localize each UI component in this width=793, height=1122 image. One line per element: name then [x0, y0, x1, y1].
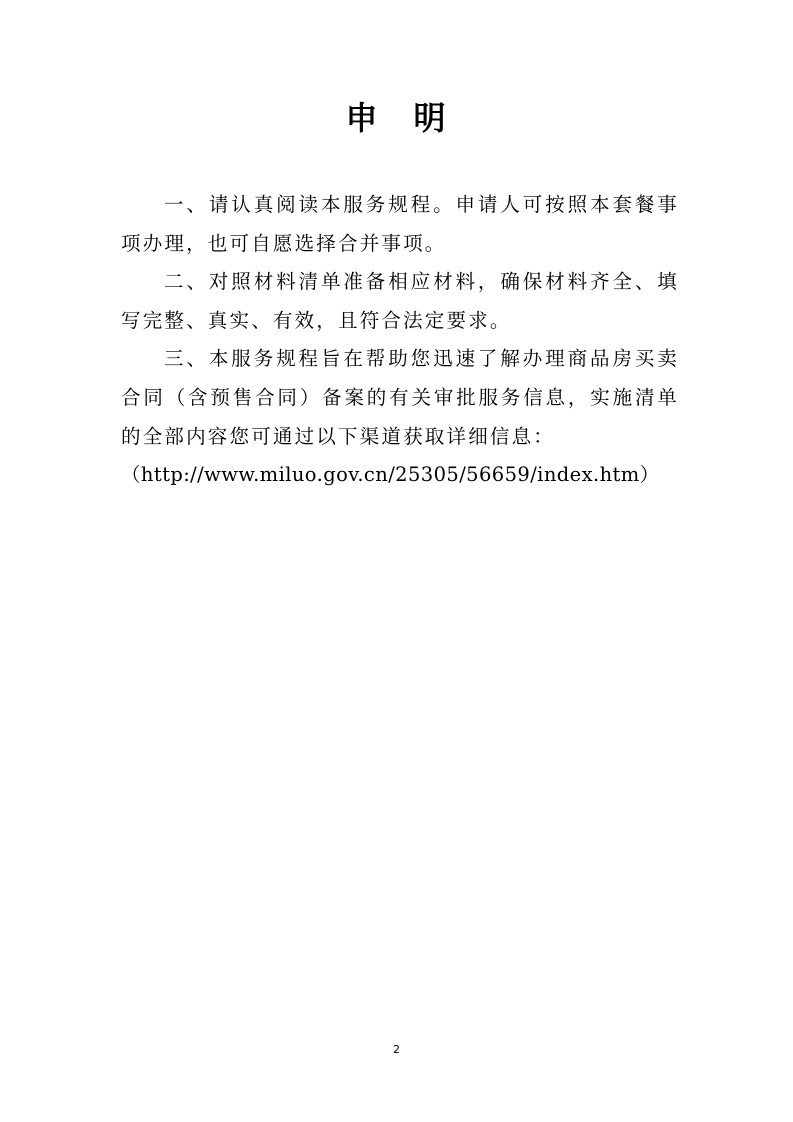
statement-paragraph-2: 二、对照材料清单准备相应材料，确保材料齐全、填写完整、真实、有效，且符合法定要求。 [121, 270, 679, 332]
statement-paragraph-1: 一、请认真阅读本服务规程。申请人可按照本套餐事项办理，也可自愿选择合并事项。 [121, 193, 679, 255]
page-number: 2 [393, 1043, 400, 1056]
page-title: 申 明 [345, 99, 448, 137]
statement-paragraph-3: 三、本服务规程旨在帮助您迅速了解办理商品房买卖合同（含预售合同）备案的有关审批服务信息，实施清单的全部内容您可通过以下渠道获取详细信息： [121, 347, 679, 448]
info-url-link[interactable]: （http://www.miluo.gov.cn/25305/56659/index.htm） [121, 463, 660, 487]
statement-body [121, 186, 679, 495]
